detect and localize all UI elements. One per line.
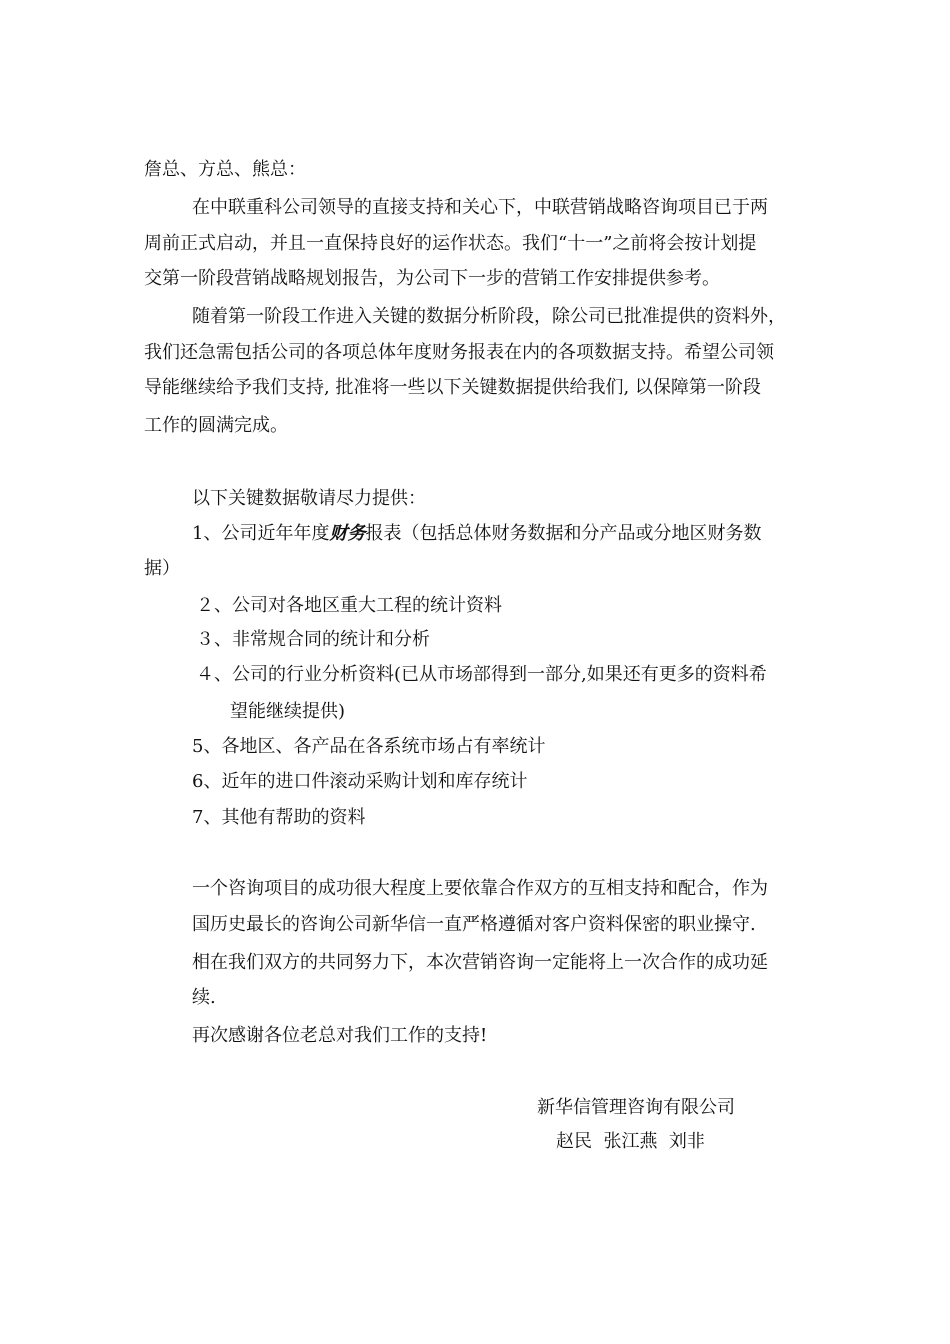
paragraph-2-line-1: 随着第一阶段工作进入关键的数据分析阶段，除公司已批准提供的资料外， xyxy=(192,306,786,327)
closing-thanks: 再次感谢各位老总对我们工作的支持! xyxy=(192,1025,488,1046)
list-item-1-prefix: 1、公司近年年度 xyxy=(192,523,330,544)
list-item-7: 7、其他有帮助的资料 xyxy=(192,807,366,828)
list-item-1-continuation: 据） xyxy=(144,558,180,579)
list-item-4-line-2: 望能继续提供) xyxy=(230,701,346,722)
paragraph-3-line-2: 国历史最长的咨询公司新华信一直严格遵循对客户资料保密的职业操守. xyxy=(192,914,756,935)
list-intro: 以下关键数据敬请尽力提供： xyxy=(192,488,426,509)
list-item-1 xyxy=(192,522,761,546)
paragraph-1-line-3: 交第一阶段营销战略规划报告，为公司下一步的营销工作安排提供参考。 xyxy=(144,268,720,289)
paragraph-2-line-4: 工作的圆满完成。 xyxy=(144,415,288,436)
list-item-2: ２、公司对各地区重大工程的统计资料 xyxy=(196,595,502,616)
paragraph-1-line-1: 在中联重科公司领导的直接支持和关心下，中联营销战略咨询项目已于两 xyxy=(192,197,768,218)
list-item-1-suffix: 报表（包括总体财务数据和分产品或分地区财务数 xyxy=(365,523,762,544)
paragraph-3-line-3: 相在我们双方的共同努力下，本次营销咨询一定能将上一次合作的成功延 xyxy=(192,952,768,973)
paragraph-2-line-2: 我们还急需包括公司的各项总体年度财务报表在内的各项数据支持。希望公司领 xyxy=(144,342,774,363)
list-item-3: ３、非常规合同的统计和分析 xyxy=(196,629,430,650)
signature-names: 赵民 张江燕 刘非 xyxy=(556,1131,705,1152)
signature-company: 新华信管理咨询有限公司 xyxy=(537,1097,735,1118)
paragraph-1-line-2: 周前正式启动，并且一直保持良好的运作状态。我们“十一”之前将会按计划提 xyxy=(144,233,757,254)
list-item-1-emphasis: 财务 xyxy=(329,523,366,544)
paragraph-3-line-4: 续. xyxy=(192,987,216,1008)
salutation: 詹总、方总、熊总： xyxy=(144,159,306,180)
list-item-4-line-1: ４、公司的行业分析资料(已从市场部得到一部分,如果还有更多的资料希 xyxy=(196,664,767,685)
paragraph-2-line-3: 导能继续给予我们支持, 批准将一些以下关键数据提供给我们, 以保障第一阶段 xyxy=(144,377,761,398)
list-item-6: 6、近年的进口件滚动采购计划和库存统计 xyxy=(192,771,528,792)
list-item-5: 5、各地区、各产品在各系统市场占有率统计 xyxy=(192,736,546,757)
paragraph-3-line-1: 一个咨询项目的成功很大程度上要依靠合作双方的互相支持和配合，作为 xyxy=(192,878,768,899)
